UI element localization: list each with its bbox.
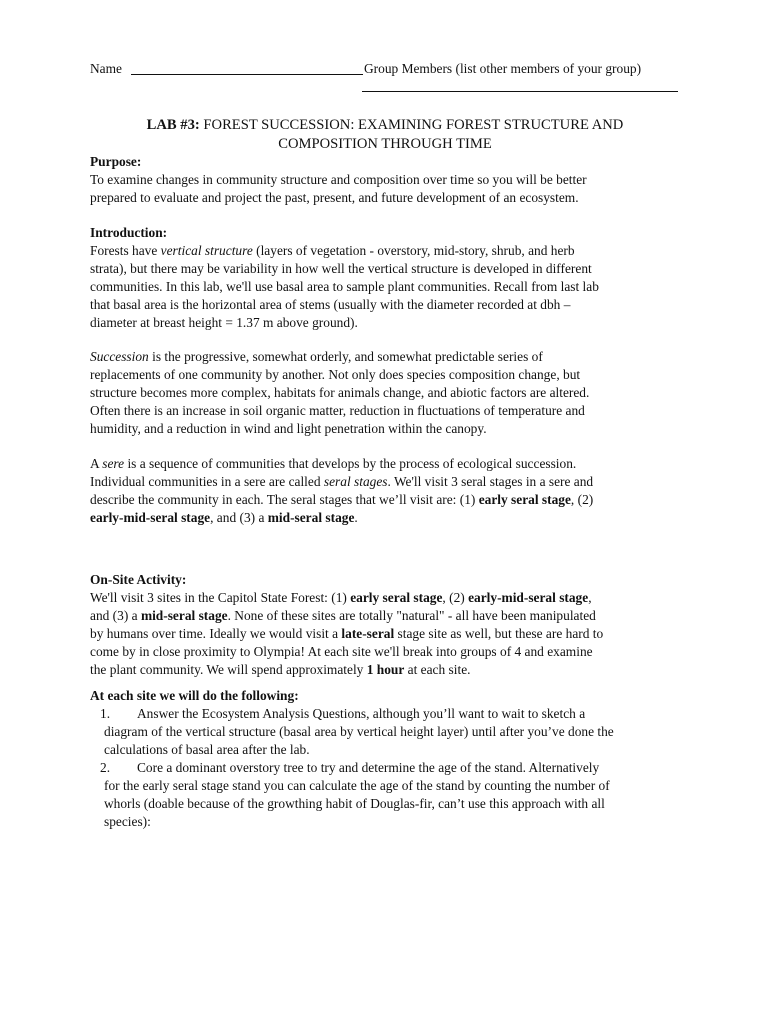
group-members-label: Group Members (list other members of your group) xyxy=(364,61,642,76)
paragraph-line: describe the community in each. The seral stages that we’ll visit are: (1) early seral stage, (2) xyxy=(90,492,594,507)
list-item: 2. Core a dominant overstory tree to try and determine the age of the stand. Alternatively for the early seral stage stand you can calculate the age of the stand by counting the number of whorls (doable because of the growthing habit of Douglas-fir, can’t use this approach with all species): xyxy=(100,759,700,833)
each-site-heading: At each site we will do the following: xyxy=(90,688,299,703)
title-line-1: FOREST SUCCESSION: EXAMINING FOREST STRUCTURE AND xyxy=(199,117,624,133)
paragraph-line: communities. In this lab, we'll use basal area to sample plant communities. Recall from last lab xyxy=(90,279,599,294)
list-item-text: Core a dominant overstory tree to try and determine the age of the stand. Alternatively xyxy=(137,760,600,775)
list-item-number: 2. xyxy=(100,760,111,775)
paragraph-line: Individual communities in a sere are called seral stages. We'll visit 3 seral stages in a sere and xyxy=(90,474,594,489)
paragraph-line: and (3) a mid-seral stage. None of these sites are totally "natural" - all have been manipulated xyxy=(90,608,596,623)
paragraph-line: early-mid-seral stage, and (3) a mid-seral stage. xyxy=(90,510,358,525)
paragraph-line: Forests have vertical structure (layers of vegetation - overstory, mid-story, shrub, and herb xyxy=(90,243,575,258)
list-item-text: Answer the Ecosystem Analysis Questions, although you’ll want to wait to sketch a xyxy=(137,706,586,721)
paragraph-line: that basal area is the horizontal area of stems (usually with the diameter recorded at dbh – xyxy=(90,297,571,312)
succession-paragraph xyxy=(90,348,690,438)
term-vertical-structure: vertical structure xyxy=(160,243,253,258)
paragraph-line: replacements of one community by another. Not only does species composition change, but xyxy=(90,367,581,382)
paragraph-line: strata), but there may be variability in how well the vertical structure is developed in different xyxy=(90,261,592,276)
paragraph-line: by humans over time. Ideally we would visit a late-seral stage site as well, but these are hard to xyxy=(90,626,604,641)
sere-paragraph xyxy=(90,455,690,527)
term-seral-stages: seral stages xyxy=(323,474,388,489)
term-sere: sere xyxy=(102,456,125,471)
paragraph-line: the plant community. We will spend approximately 1 hour at each site. xyxy=(90,662,471,677)
paragraph-line: Succession is the progressive, somewhat orderly, and somewhat predictable series of xyxy=(90,349,543,364)
onsite-activity-section xyxy=(90,571,690,679)
title-line-2: COMPOSITION THROUGH TIME xyxy=(278,136,492,152)
paragraph-line: We'll visit 3 sites in the Capitol State Forest: (1) early seral stage, (2) early-mid-seral stage, xyxy=(90,590,592,605)
introduction-section xyxy=(90,224,690,332)
name-blank-line xyxy=(131,74,363,75)
paragraph-line: A sere is a sequence of communities that develops by the process of ecological succession. xyxy=(90,456,577,471)
purpose-heading: Purpose: xyxy=(90,154,142,169)
list-item: 1. Answer the Ecosystem Analysis Questions, although you’ll want to wait to sketch a diagram of the vertical structure (basal area by vertical height layer) until after you’ve done the calculations of basal area after the lab. xyxy=(100,705,700,761)
lab-title xyxy=(90,116,680,154)
paragraph-line: structure becomes more complex, habitats for animals change, and abiotic factors are altered. xyxy=(90,385,590,400)
term-succession: Succession xyxy=(90,349,149,364)
paragraph-line: come by in close proximity to Olympia! At each site we'll break into groups of 4 and examine xyxy=(90,644,593,659)
paragraph-line: Often there is an increase in soil organic matter, reduction in fluctuations of temperature and xyxy=(90,403,585,418)
purpose-line: To examine changes in community structure and composition over time so you will be better xyxy=(90,172,587,187)
group-members-blank-line xyxy=(362,91,678,92)
lab-number: LAB #3: xyxy=(146,117,200,133)
list-item-number: 1. xyxy=(100,706,111,721)
purpose-line: prepared to evaluate and project the past, present, and future development of an ecosystem. xyxy=(90,190,579,205)
purpose-section xyxy=(90,153,690,207)
paragraph-line: diameter at breast height = 1.37 m above ground). xyxy=(90,315,358,330)
each-site-section xyxy=(90,687,690,705)
onsite-activity-heading: On-Site Activity: xyxy=(90,572,187,587)
name-label: Name xyxy=(90,61,122,76)
paragraph-line: humidity, and a reduction in wind and light penetration within the canopy. xyxy=(90,421,487,436)
introduction-heading: Introduction: xyxy=(90,225,168,240)
